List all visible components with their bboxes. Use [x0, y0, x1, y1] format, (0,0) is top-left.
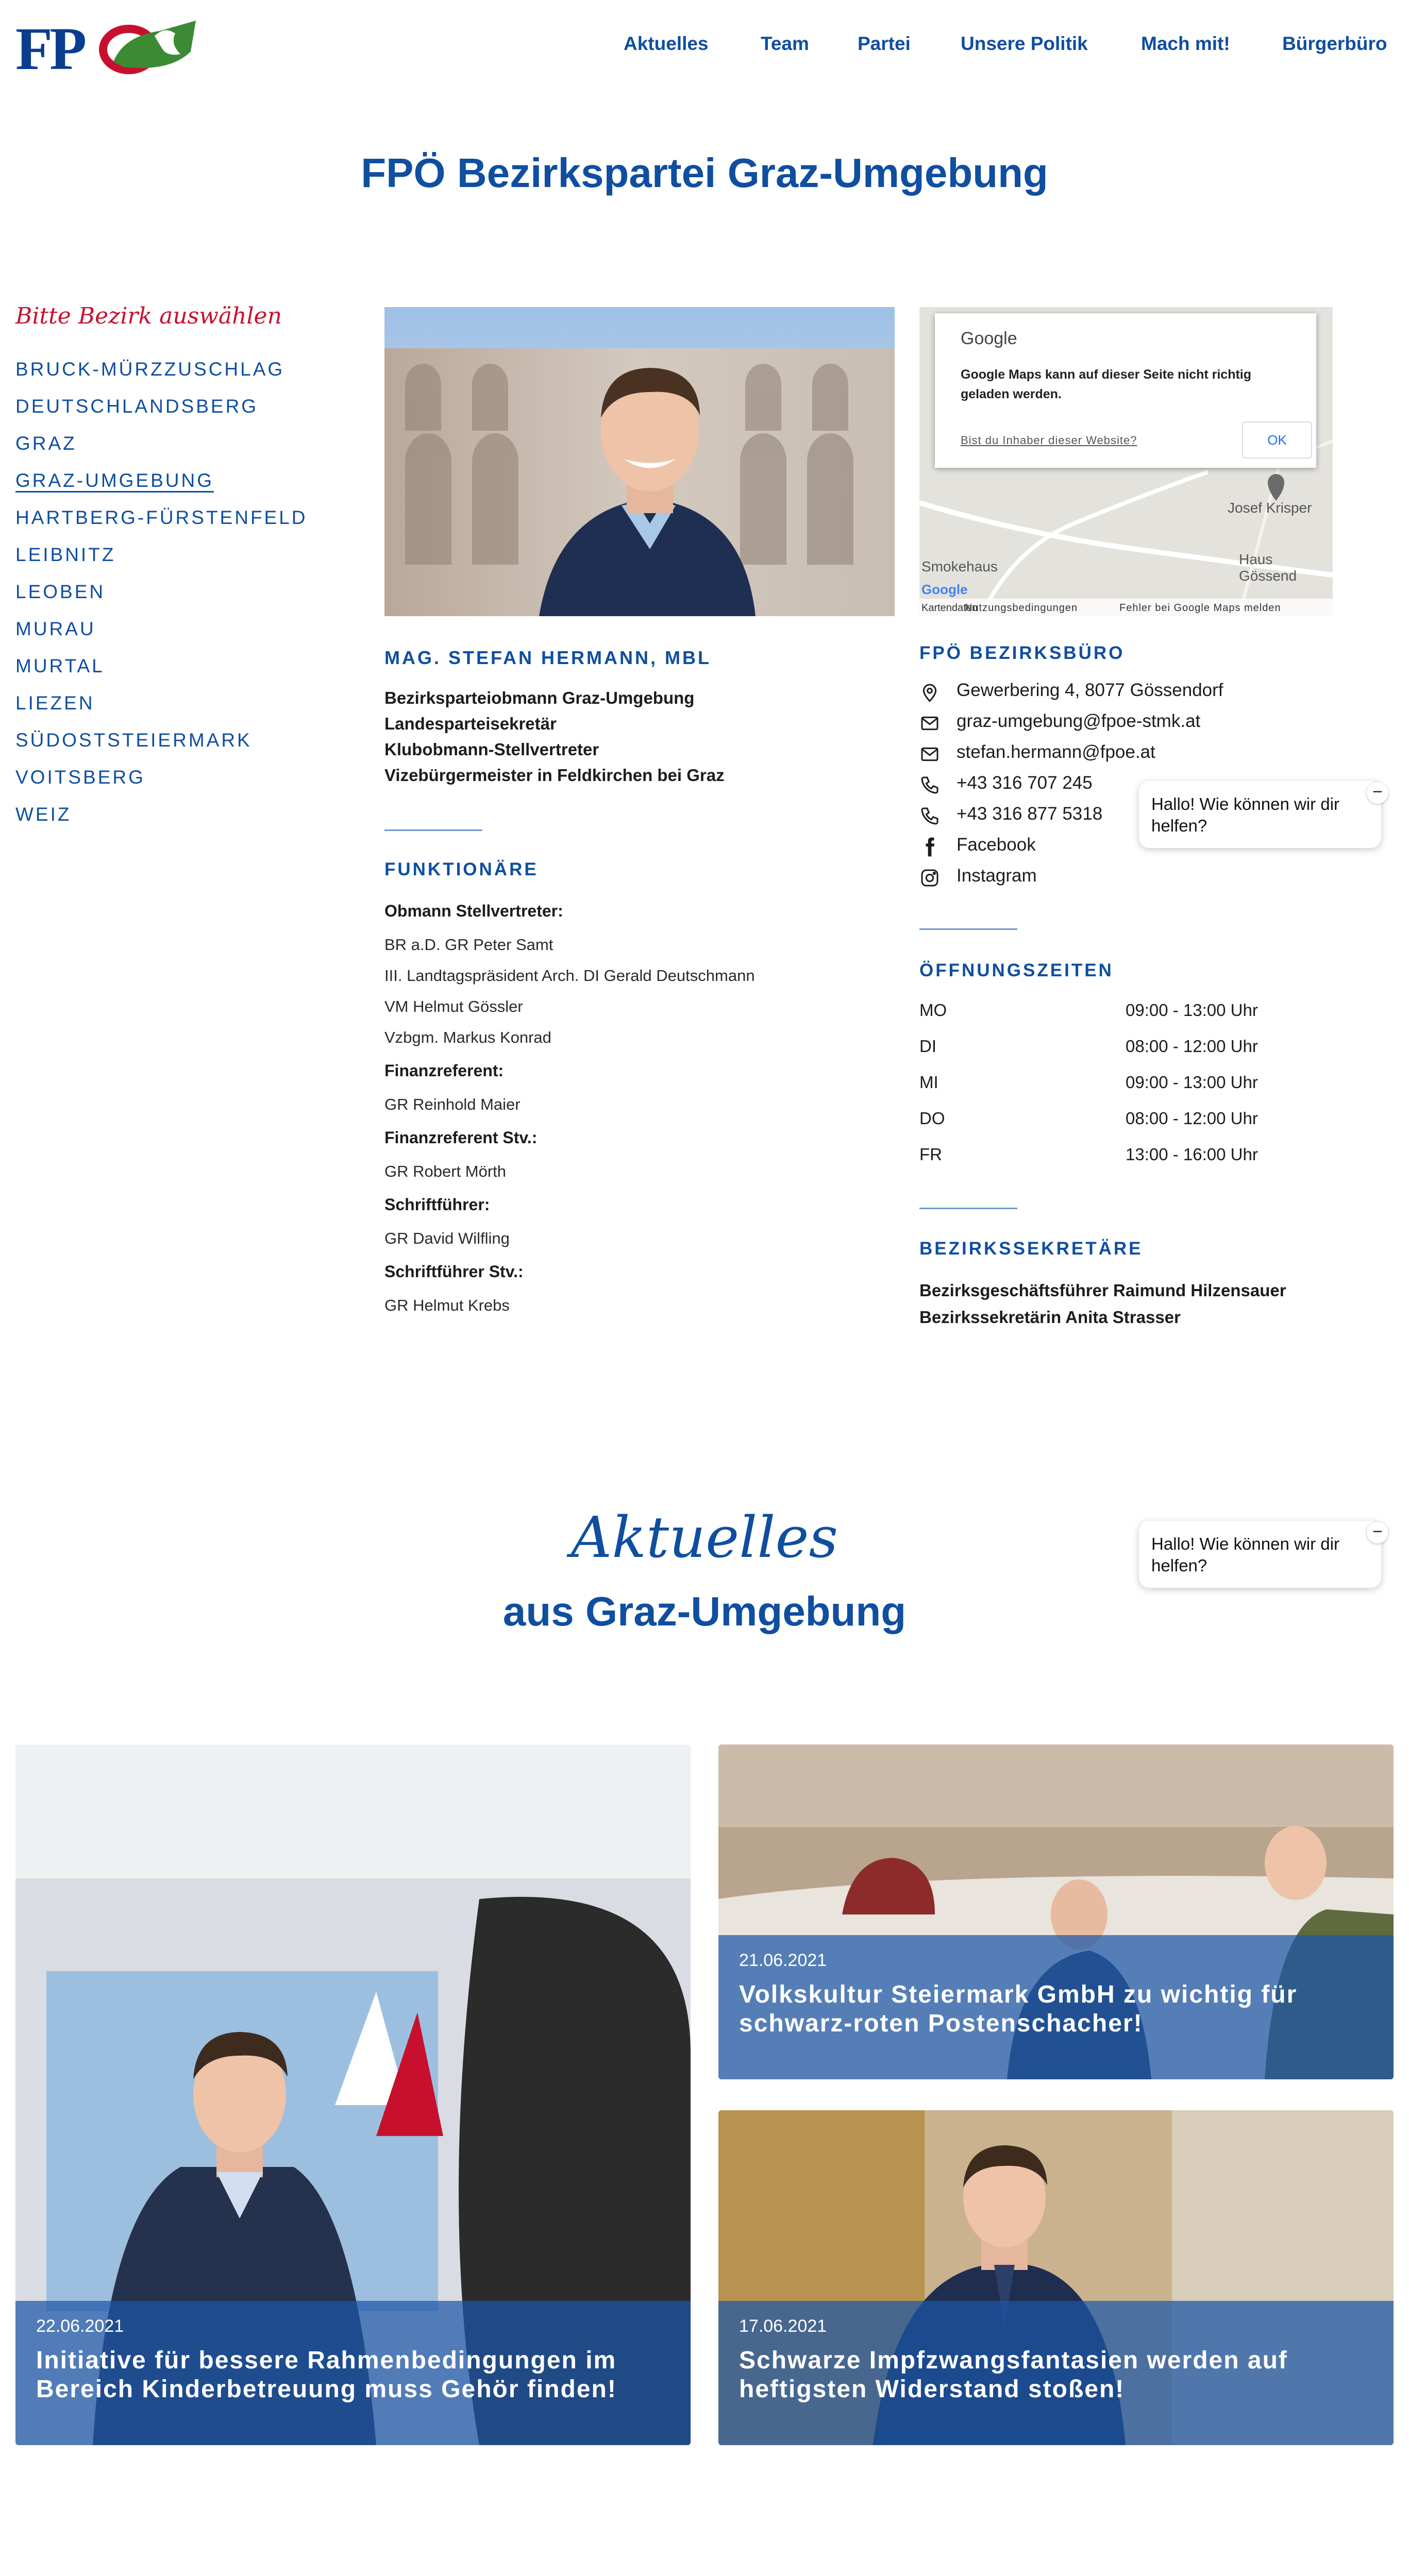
- sekretaer-line: Bezirksgeschäftsführer Raimund Hilzensauer: [919, 1281, 1286, 1300]
- news-card[interactable]: [718, 2110, 1394, 2445]
- sidebar-item-murau[interactable]: MURAU: [15, 618, 96, 639]
- person-photo: [384, 307, 895, 616]
- sidebar-item-murtal[interactable]: MURTAL: [15, 655, 105, 676]
- nav-aktuelles[interactable]: Aktuelles: [624, 33, 709, 54]
- chat-close-button[interactable]: −: [1367, 782, 1388, 804]
- fn-member: GR David Wilfling: [384, 1229, 510, 1247]
- news-card[interactable]: [718, 1744, 1394, 2079]
- chat-greeting-text: Hallo! Wie können wir dir helfen?: [1151, 794, 1339, 835]
- mail-icon: [919, 713, 940, 734]
- map-data-label: Kartendaten: [921, 602, 978, 614]
- section-divider: [919, 1208, 1017, 1209]
- role-line: Bezirksparteiobmann Graz-Umgebung: [384, 688, 695, 707]
- sidebar-heading: Bitte Bezirk auswählen: [15, 303, 282, 329]
- fn-member: VM Helmut Gössler: [384, 997, 523, 1015]
- address-text: Gewerbering 4, 8077 Gössendorf: [957, 680, 1223, 700]
- sidebar-item-deutschlandsberg[interactable]: DEUTSCHLANDSBERG: [15, 396, 259, 417]
- oz-time: 09:00 - 13:00 Uhr: [1126, 1001, 1258, 1020]
- dialog-owner-link[interactable]: Bist du Inhaber dieser Website?: [961, 434, 1137, 447]
- nav-partei[interactable]: Partei: [858, 33, 911, 54]
- sidebar-item-hartberg[interactable]: HARTBERG-FÜRSTENFELD: [15, 507, 308, 528]
- dialog-brand: Google: [961, 329, 1017, 348]
- dialog-text: Google Maps kann auf dieser Seite nicht richtig geladen werden.: [961, 367, 1252, 401]
- sidebar-item-voitsberg[interactable]: VOITSBERG: [15, 767, 145, 788]
- sidebar-item-bruck[interactable]: BRUCK-MÜRZZUSCHLAG: [15, 359, 285, 380]
- logo-text: FP: [15, 15, 84, 82]
- fn-member: BR a.D. GR Peter Samt: [384, 936, 553, 954]
- instagram-icon: [919, 868, 940, 888]
- role-line: Klubobmann-Stellvertreter: [384, 740, 599, 759]
- oz-day: DO: [919, 1109, 945, 1128]
- news-title: Schwarze Impfzwangsfantasien werden auf heftigsten Widerstand stoßen!: [739, 2347, 1288, 2403]
- oz-day: MI: [919, 1073, 938, 1092]
- aktuelles-script-heading: Aktuelles: [571, 1504, 838, 1570]
- sidebar-item-weiz[interactable]: WEIZ: [15, 804, 72, 825]
- fn-group-label: Schriftführer:: [384, 1195, 490, 1214]
- person-name: MAG. STEFAN HERMANN, MBL: [384, 647, 711, 668]
- news-title: Initiative für bessere Rahmenbedingungen im Bereich Kinderbetreuung muss Gehör finden!: [36, 2347, 617, 2403]
- fn-member: GR Robert Mörth: [384, 1162, 507, 1180]
- section-divider: [919, 928, 1017, 930]
- sekretaere-title: BEZIRKSSEKRETÄRE: [919, 1239, 1143, 1259]
- map-error-dialog: [935, 313, 1316, 468]
- oz-day: DI: [919, 1037, 936, 1056]
- google-logo: Google: [921, 582, 968, 597]
- news-title: Volkskultur Steiermark GmbH zu wichtig für schwarz-roten Postenschacher!: [739, 1981, 1298, 2037]
- fn-member: Vzbgm. Markus Konrad: [384, 1028, 551, 1046]
- oeffnungszeiten-title: ÖFFNUNGSZEITEN: [919, 960, 1114, 980]
- chat-close-button[interactable]: −: [1367, 1522, 1388, 1544]
- sidebar-item-leibnitz[interactable]: LEIBNITZ: [15, 544, 116, 565]
- map-label: Haus Gössend: [1239, 551, 1297, 584]
- nav-mach-mit[interactable]: Mach mit!: [1141, 33, 1230, 54]
- nav-buergerbuero[interactable]: Bürgerbüro: [1282, 33, 1387, 54]
- oz-time: 08:00 - 12:00 Uhr: [1126, 1109, 1258, 1128]
- fn-group-label: Schriftführer Stv.:: [384, 1262, 524, 1281]
- logo-emblem-icon: [93, 15, 201, 77]
- map-label: Smokehaus: [921, 558, 998, 574]
- oz-day: MO: [919, 1001, 947, 1020]
- chat-greeting-bubble[interactable]: [1139, 781, 1381, 848]
- chat-greeting-text: Hallo! Wie können wir dir helfen?: [1151, 1534, 1339, 1575]
- sidebar-item-graz[interactable]: GRAZ: [15, 433, 77, 454]
- section-divider: [384, 829, 482, 831]
- email-link[interactable]: stefan.hermann@fpoe.at: [957, 742, 1155, 762]
- oz-time: 13:00 - 16:00 Uhr: [1126, 1145, 1258, 1164]
- nav-unsere-politik[interactable]: Unsere Politik: [961, 33, 1088, 54]
- map-report-link[interactable]: Fehler bei Google Maps melden: [1119, 602, 1281, 614]
- facebook-icon: [919, 837, 940, 857]
- role-line: Landesparteisekretär: [384, 714, 557, 733]
- sekretaer-line: Bezirkssekretärin Anita Strasser: [919, 1308, 1181, 1327]
- sidebar-item-leoben[interactable]: LEOBEN: [15, 581, 106, 602]
- page-title: FPÖ Bezirkspartei Graz-Umgebung: [361, 150, 1048, 196]
- fn-group-label: Finanzreferent:: [384, 1061, 504, 1080]
- oz-day: FR: [919, 1145, 942, 1164]
- google-map[interactable]: [919, 307, 1333, 616]
- news-card[interactable]: [15, 1744, 691, 2445]
- map-terms-link[interactable]: Nutzungsbedingungen: [965, 602, 1078, 614]
- fn-group-label: Obmann Stellvertreter:: [384, 902, 563, 920]
- oz-time: 09:00 - 13:00 Uhr: [1126, 1073, 1258, 1092]
- location-pin-icon: [919, 682, 940, 703]
- buero-title: FPÖ BEZIRKSBÜRO: [919, 643, 1125, 663]
- fn-group-label: Finanzreferent Stv.:: [384, 1128, 538, 1147]
- news-date: 21.06.2021: [739, 1951, 827, 1970]
- dialog-ok-button[interactable]: OK: [1242, 421, 1312, 459]
- nav-team[interactable]: Team: [761, 33, 809, 54]
- aktuelles-subtitle: aus Graz-Umgebung: [502, 1588, 907, 1634]
- fn-member: GR Helmut Krebs: [384, 1296, 510, 1314]
- instagram-link[interactable]: Instagram: [957, 866, 1037, 886]
- fn-member: GR Reinhold Maier: [384, 1095, 521, 1113]
- map-label: Josef Krisper: [1228, 500, 1312, 516]
- mail-icon: [919, 744, 940, 765]
- role-line: Vizebürgermeister in Feldkirchen bei Graz: [384, 766, 725, 785]
- logo[interactable]: [15, 15, 186, 82]
- news-date: 17.06.2021: [739, 2316, 827, 2336]
- sidebar-item-liezen[interactable]: LIEZEN: [15, 692, 95, 714]
- phone-icon: [919, 775, 940, 795]
- sidebar-item-suedoststeiermark[interactable]: SÜDOSTSTEIERMARK: [15, 730, 252, 751]
- phone-link[interactable]: +43 316 877 5318: [957, 804, 1103, 824]
- oz-time: 08:00 - 12:00 Uhr: [1126, 1037, 1258, 1056]
- email-link[interactable]: graz-umgebung@fpoe-stmk.at: [957, 711, 1201, 731]
- phone-icon: [919, 806, 940, 826]
- funktionaere-title: FUNKTIONÄRE: [384, 859, 539, 879]
- phone-link[interactable]: +43 316 707 245: [957, 773, 1093, 793]
- fn-member: III. Landtagspräsident Arch. DI Gerald Deutschmann: [384, 967, 755, 985]
- facebook-link[interactable]: Facebook: [957, 835, 1036, 855]
- sidebar-item-graz-umgebung[interactable]: GRAZ-UMGEBUNG: [15, 470, 214, 491]
- news-date: 22.06.2021: [36, 2316, 124, 2336]
